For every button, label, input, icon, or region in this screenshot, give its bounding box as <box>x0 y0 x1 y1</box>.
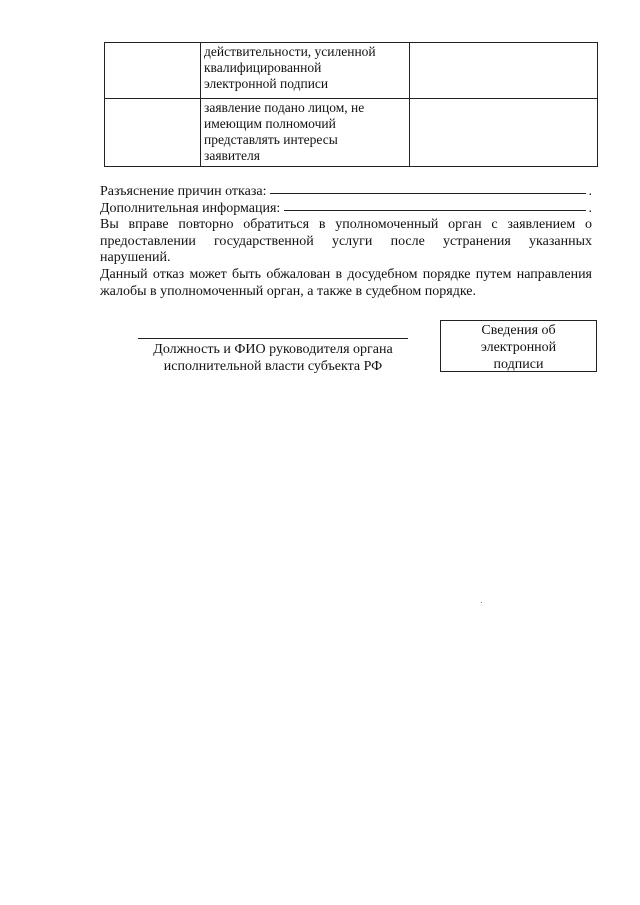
body-text <box>100 184 592 300</box>
table-cell-explanation <box>410 43 598 99</box>
additional-info-field: Дополнительная информация: . <box>100 200 592 216</box>
signature-line <box>138 338 408 339</box>
reason-text: заявление подано лицом, не имеющим полномочий представлять интересы заявителя <box>204 100 365 163</box>
signature-caption: Должность и ФИО руководителя органа исполнительной власти субъекта РФ <box>153 342 393 374</box>
refusal-reason-blank <box>270 192 585 194</box>
additional-info-blank <box>284 209 585 211</box>
refusal-reason-label: Разъяснение причин отказа: <box>100 184 267 199</box>
table-row <box>105 99 598 167</box>
table-cell-number <box>105 43 201 99</box>
table-row <box>105 43 598 99</box>
additional-info-label: Дополнительная информация: <box>100 200 281 216</box>
reasons-table <box>104 42 598 167</box>
reason-text: действительности, усиленной квалифицированной электронной подписи <box>204 44 376 91</box>
table-cell-reason <box>201 99 410 167</box>
scan-speck <box>481 602 482 603</box>
refusal-reason-field: Разъяснение причин отказа: . <box>100 184 592 199</box>
electronic-signature-box: Сведения об электронной подписи <box>440 320 597 372</box>
appeal-paragraph: Данный отказ может быть обжалован в досудебном порядке путем направления жалобы в уполномоченный орган, а также в судебном порядке. <box>100 266 592 299</box>
table-cell-reason <box>201 43 410 99</box>
table-cell-explanation <box>410 99 598 167</box>
table-cell-number <box>105 99 201 167</box>
reapply-paragraph: Вы вправе повторно обратиться в уполномоченный орган с заявлением о предоставлении государственной услуги после устранения указанных нарушений. <box>100 217 592 266</box>
